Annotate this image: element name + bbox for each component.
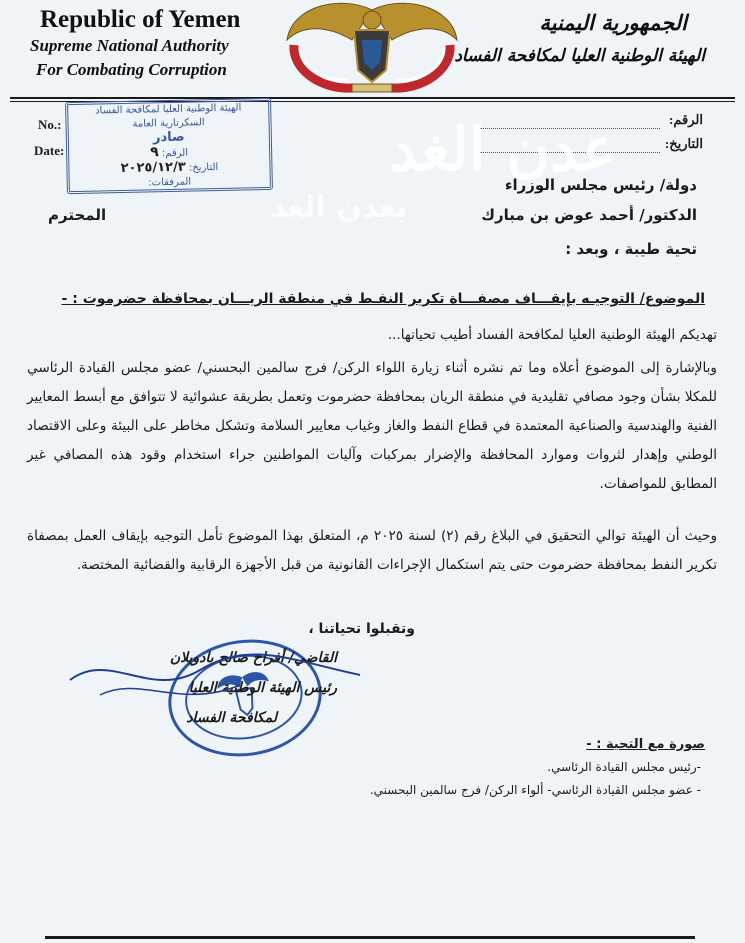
stamp-number-value: ٩ — [150, 144, 159, 161]
watermark-sub: بعدن الغد — [270, 190, 408, 225]
ar-no-label: الرقم: — [669, 112, 703, 127]
addressee-honorific: المحترم — [48, 206, 107, 224]
copies-item2: - عضو مجلس القيادة الرئاسي- ألواء الركن/ فرج سالمين البحسني. — [369, 783, 701, 797]
date-label: Date: — [34, 143, 65, 158]
copies-heading: صورة مع التحية : - — [586, 737, 705, 752]
handwritten-signature — [60, 640, 380, 720]
watermark-main: عدن الغد — [390, 115, 618, 185]
body-paragraph-2: وحيث أن الهيئة توالي التحقيق في البلاغ رقم (٢) لسنة ٢٠٢٥ م، المتعلق بهذا الموضوع تأمل التوجيه بإيقاف العمل بمصفاة تكرير النفط بمحافظة حضرموت حتى يتم استكمال الإجراءات القانونية من قبل الأجهزة الرقابية والقضائية المختصة. — [27, 528, 718, 573]
stamp-date-label: التاريخ: — [188, 161, 219, 174]
body-paragraph-1: وبالإشارة إلى الموضوع أعلاه وما تم نشره أثناء زيارة اللواء الركن/ فرج سالمين البحسني/ عضو مجلس القيادة الرئاسي للمكلا بشأن وجود مصافي تقليدية في منطقة الريان بمحافظة حضرموت وتعمل بطريقة عشوائية لا تتوافق مع أبسط المعايير الفنية والهندسية والصناعية المعتمدة في قطاع النفط والغاز وغياب معايير السلامة وتشكل مخاطر على البيئة وعلى الاقتصاد الوطني وإهدار لثروات وموارد المحافظة والإضرار بمركبات وآليات المواطنين جراء استخدام وقود هذه المصافي غير المطابق للمواصفات. — [27, 360, 717, 492]
header-divider — [10, 97, 735, 99]
greeting: تحية طيبة ، وبعد : — [565, 240, 697, 258]
stamp-attachments-label: المرفقات: — [148, 176, 192, 189]
stamp-line1: الهيئة الوطنية العليا لمكافحة الفساد — [95, 102, 242, 117]
stamp-line2: السكرتارية العامة — [132, 117, 205, 130]
copies-item1: -رئيس مجلس القيادة الرئاسي. — [547, 760, 701, 774]
letterhead-en-title: Republic of Yemen — [40, 6, 241, 33]
no-label: No.: — [38, 117, 62, 132]
signatory-title1: رئيس الهيئة الوطنية العليا — [188, 680, 337, 696]
footer-divider — [45, 936, 695, 939]
subject-line: الموضوع/ التوجيـه بإيقـــاف مصفـــاة تكرير النفـط في منطقة الريـــان بمحافظة حضرموت : - — [61, 291, 705, 307]
stamp-line3: صادر — [152, 129, 185, 146]
letterhead-en-line2: For Combating Corruption — [36, 60, 227, 79]
body-opening: تهديكم الهيئة الوطنية العليا لمكافحة الفساد أطيب تحياتها... — [387, 327, 717, 343]
outgoing-stamp — [65, 98, 273, 194]
stamp-number-label: الرقم: — [161, 147, 189, 160]
signatory-title2: لمكافحة الفساد — [186, 710, 277, 726]
ar-date-label: التاريخ: — [664, 136, 703, 151]
letterhead-en-line1: Supreme National Authority — [30, 36, 229, 55]
yemen-eagle-emblem — [282, 0, 462, 96]
addressee-line1: دولة/ رئيس مجلس الوزراء — [504, 176, 697, 194]
addressee-line2: الدكتور/ أحمد عوض بن مبارك — [481, 206, 697, 224]
letterhead-ar-subtitle: الهيئة الوطنية العليا لمكافحة الفساد — [454, 46, 705, 66]
closing: وتقبلوا تحياتنا ، — [308, 621, 415, 637]
letterhead-ar-title: الجمهورية اليمنية — [539, 10, 687, 35]
stamp-date-value: ٢٠٢٥/١٢/٣ — [120, 159, 186, 177]
signatory-name: القاضي/ أفراح صالح بادويلان — [169, 650, 337, 666]
